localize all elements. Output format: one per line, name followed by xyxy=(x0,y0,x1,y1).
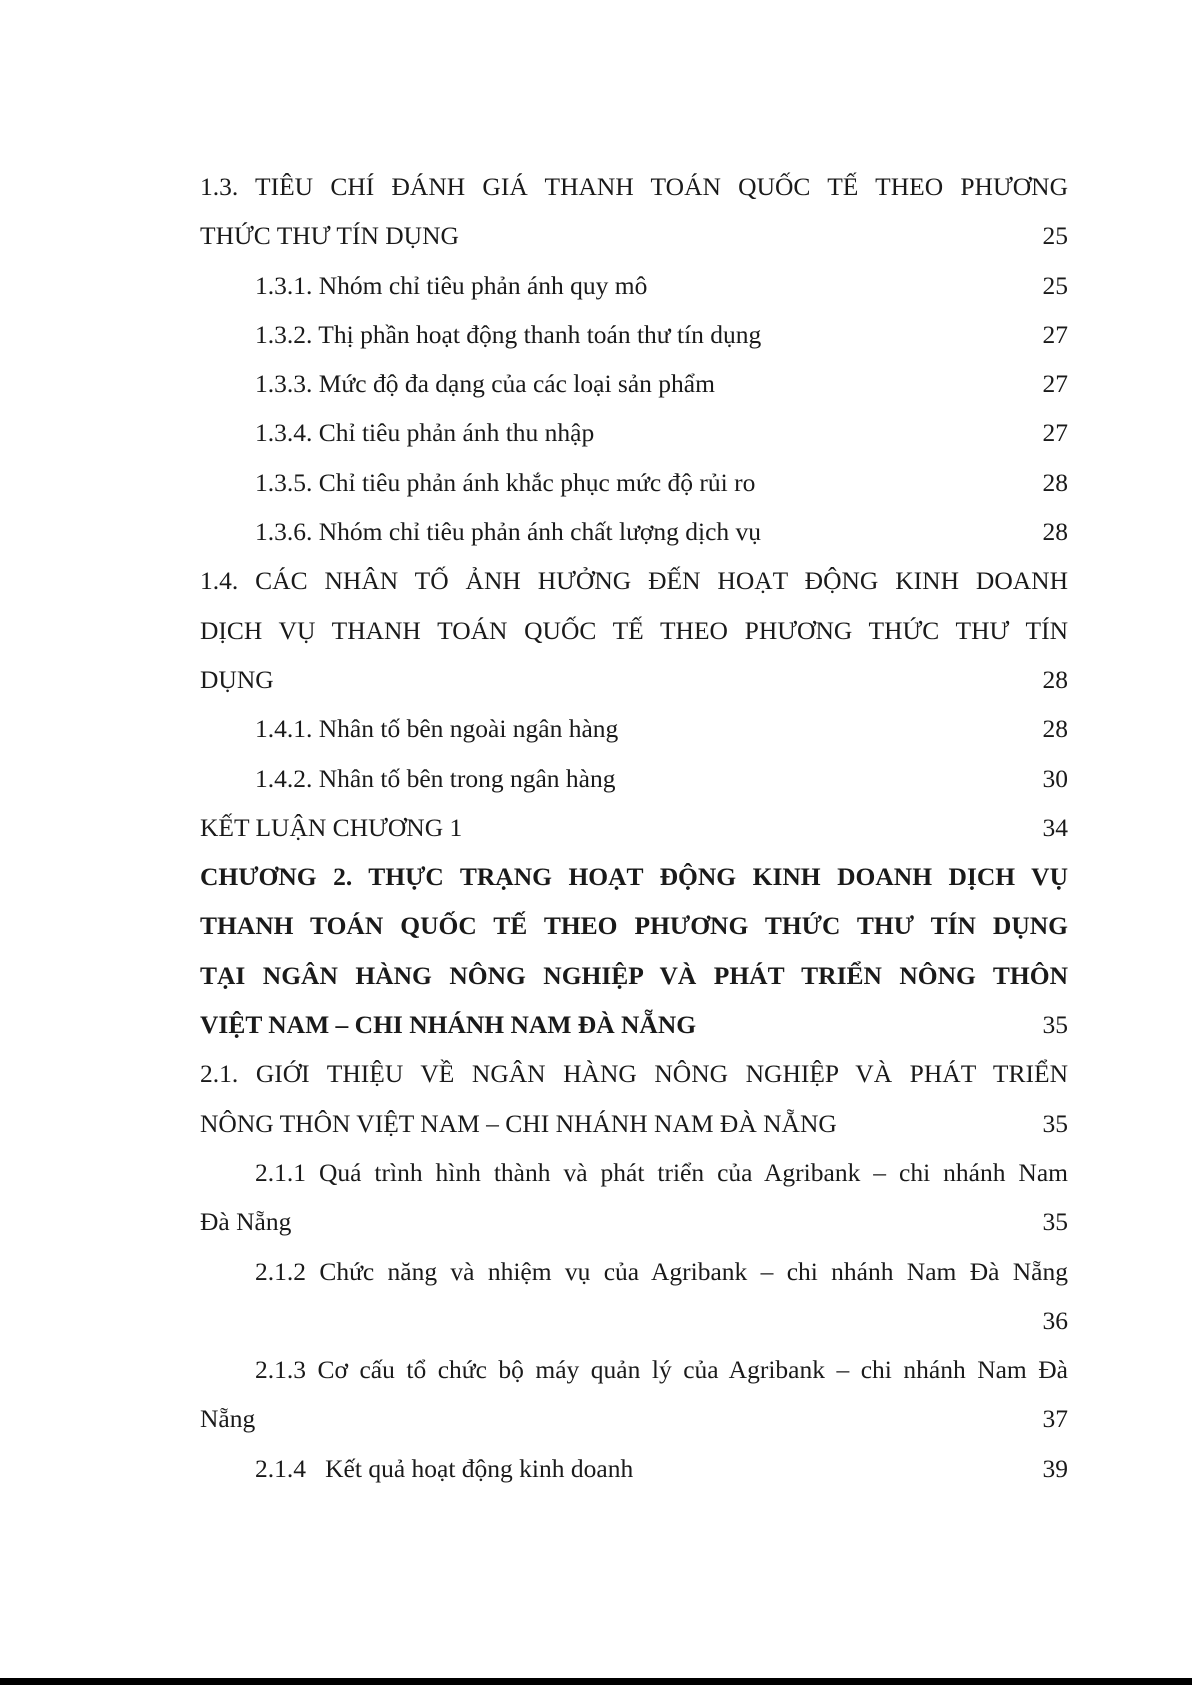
toc-line-2-1-heading xyxy=(200,1049,1068,1098)
toc-entry-text: 1.3. TIÊU CHÍ ĐÁNH GIÁ THANH TOÁN QUỐC TẾ THEO PHƯƠNG xyxy=(200,172,1068,201)
table-of-contents xyxy=(200,162,1068,1493)
toc-line-2-1-3 xyxy=(200,1345,1068,1394)
toc-page-number: 28 xyxy=(1042,517,1068,547)
toc-line-1-4-2[interactable] xyxy=(200,754,1068,803)
toc-page-number: 35 xyxy=(1042,1108,1068,1138)
toc-line-chapter-2-heading xyxy=(200,852,1068,901)
toc-page-number: 27 xyxy=(1042,369,1068,399)
toc-page-number: 25 xyxy=(1042,270,1068,300)
toc-entry-text: 1.3.3. Mức độ đa dạng của các loại sản phẩm xyxy=(255,369,715,399)
toc-page-number: 30 xyxy=(1042,763,1068,793)
toc-line-ket-luan-chuong-1[interactable] xyxy=(200,803,1068,852)
toc-page-number: 35 xyxy=(1042,1207,1068,1237)
toc-entry-text: 1.3.6. Nhóm chỉ tiêu phản ánh chất lượng dịch vụ xyxy=(255,517,762,547)
dot-leader xyxy=(276,662,1041,688)
toc-page-number: 28 xyxy=(1042,467,1068,497)
toc-line-1-4-heading-cont xyxy=(200,606,1068,655)
toc-line-1-3-heading xyxy=(200,162,1068,211)
dot-leader xyxy=(464,810,1040,836)
dot-leader xyxy=(596,416,1040,442)
toc-entry-text: 1.3.1. Nhóm chỉ tiêu phản ánh quy mô xyxy=(255,270,648,300)
toc-entry-text: Nẵng xyxy=(200,1404,256,1434)
dot-leader xyxy=(620,712,1040,738)
toc-line-chapter-2-heading-end[interactable] xyxy=(200,1000,1068,1049)
toc-line-2-1-1 xyxy=(200,1148,1068,1197)
dot-leader xyxy=(757,465,1040,491)
toc-entry-text: 1.3.4. Chỉ tiêu phản ánh thu nhập xyxy=(255,418,595,448)
toc-page-number: 35 xyxy=(1042,1010,1068,1040)
toc-entry-text: Đà Nẵng xyxy=(200,1207,292,1237)
toc-entry-text: CHƯƠNG 2. THỰC TRẠNG HOẠT ĐỘNG KINH DOANH DỊCH VỤ xyxy=(200,862,1068,892)
toc-page-number: 39 xyxy=(1042,1453,1068,1483)
toc-line-1-3-6[interactable] xyxy=(200,507,1068,556)
toc-entry-text: THỨC THƯ TÍN DỤNG xyxy=(200,221,459,251)
dot-leader xyxy=(698,1008,1040,1034)
toc-entry-text: 1.3.2. Thị phần hoạt động thanh toán thư tín dụng xyxy=(255,319,762,349)
toc-entry-text: 1.4. CÁC NHÂN TỐ ẢNH HƯỞNG ĐẾN HOẠT ĐỘNG KINH DOANH xyxy=(200,566,1068,596)
dot-leader xyxy=(202,1303,1041,1329)
toc-entry-text: 2.1.1 Quá trình hình thành và phát triển của Agribank – chi nhánh Nam xyxy=(255,1157,1068,1187)
toc-line-1-3-2[interactable] xyxy=(200,310,1068,359)
toc-page-number: 28 xyxy=(1042,664,1068,694)
toc-line-2-1-2-end[interactable] xyxy=(200,1296,1068,1345)
toc-entry-text: 2.1. GIỚI THIỆU VỀ NGÂN HÀNG NÔNG NGHIỆP VÀ PHÁT TRIỂN xyxy=(200,1059,1068,1089)
dot-leader xyxy=(635,1451,1040,1477)
toc-page-number: 27 xyxy=(1042,418,1068,448)
toc-entry-text: 2.1.4 Kết quả hoạt động kinh doanh xyxy=(255,1453,634,1483)
toc-entry-text: 2.1.3 Cơ cấu tổ chức bộ máy quản lý của Agribank – chi nhánh Nam Đà xyxy=(255,1355,1068,1385)
toc-line-1-3-3[interactable] xyxy=(200,359,1068,408)
toc-entry-text: DỊCH VỤ THANH TOÁN QUỐC TẾ THEO PHƯƠNG THỨC THƯ TÍN xyxy=(200,615,1068,645)
toc-entry-text: TẠI NGÂN HÀNG NÔNG NGHIỆP VÀ PHÁT TRIỂN NÔNG THÔN xyxy=(200,960,1068,990)
dot-leader xyxy=(649,268,1040,294)
toc-entry-text: DỤNG xyxy=(200,664,274,694)
toc-line-1-4-heading-end[interactable] xyxy=(200,655,1068,704)
dot-leader xyxy=(617,761,1040,787)
dot-leader xyxy=(839,1106,1041,1132)
toc-line-1-3-heading-cont[interactable] xyxy=(200,211,1068,260)
toc-page-number: 25 xyxy=(1042,221,1068,251)
toc-line-2-1-3-end[interactable] xyxy=(200,1394,1068,1443)
dot-leader xyxy=(763,515,1040,541)
dot-leader xyxy=(717,367,1041,393)
toc-line-2-1-4[interactable] xyxy=(200,1444,1068,1493)
toc-page-number: 36 xyxy=(1042,1305,1068,1335)
dot-leader xyxy=(461,219,1041,245)
toc-line-2-1-heading-end[interactable] xyxy=(200,1099,1068,1148)
toc-line-1-4-heading xyxy=(200,556,1068,605)
toc-entry-text: THANH TOÁN QUỐC TẾ THEO PHƯƠNG THỨC THƯ TÍN DỤNG xyxy=(200,911,1068,941)
dot-leader xyxy=(257,1402,1040,1428)
toc-line-1-3-1[interactable] xyxy=(200,261,1068,310)
toc-page-number: 34 xyxy=(1042,812,1068,842)
toc-line-2-1-1-end[interactable] xyxy=(200,1197,1068,1246)
toc-entry-text: 1.3.5. Chỉ tiêu phản ánh khắc phục mức độ rủi ro xyxy=(255,467,756,497)
dot-leader xyxy=(293,1205,1040,1231)
toc-line-chapter-2-heading-cont-2 xyxy=(200,951,1068,1000)
toc-line-1-4-1[interactable] xyxy=(200,704,1068,753)
dot-leader xyxy=(763,317,1040,343)
toc-line-1-3-4[interactable] xyxy=(200,408,1068,457)
toc-entry-text: 2.1.2 Chức năng và nhiệm vụ của Agribank – chi nhánh Nam Đà Nẵng xyxy=(255,1256,1068,1286)
toc-entry-text: 1.4.1. Nhân tố bên ngoài ngân hàng xyxy=(255,714,619,744)
toc-line-2-1-2 xyxy=(200,1247,1068,1296)
bottom-edge-bar xyxy=(0,1678,1192,1685)
toc-entry-text: 1.4.2. Nhân tố bên trong ngân hàng xyxy=(255,763,616,793)
toc-line-1-3-5[interactable] xyxy=(200,458,1068,507)
toc-line-chapter-2-heading-cont-1 xyxy=(200,901,1068,950)
toc-page-number: 27 xyxy=(1042,319,1068,349)
toc-page-number: 37 xyxy=(1042,1404,1068,1434)
toc-entry-text: NÔNG THÔN VIỆT NAM – CHI NHÁNH NAM ĐÀ NẴNG xyxy=(200,1108,837,1138)
toc-entry-text: KẾT LUẬN CHƯƠNG 1 xyxy=(200,812,463,842)
toc-page-number: 28 xyxy=(1042,714,1068,744)
toc-entry-text: VIỆT NAM – CHI NHÁNH NAM ĐÀ NẴNG xyxy=(200,1010,697,1040)
